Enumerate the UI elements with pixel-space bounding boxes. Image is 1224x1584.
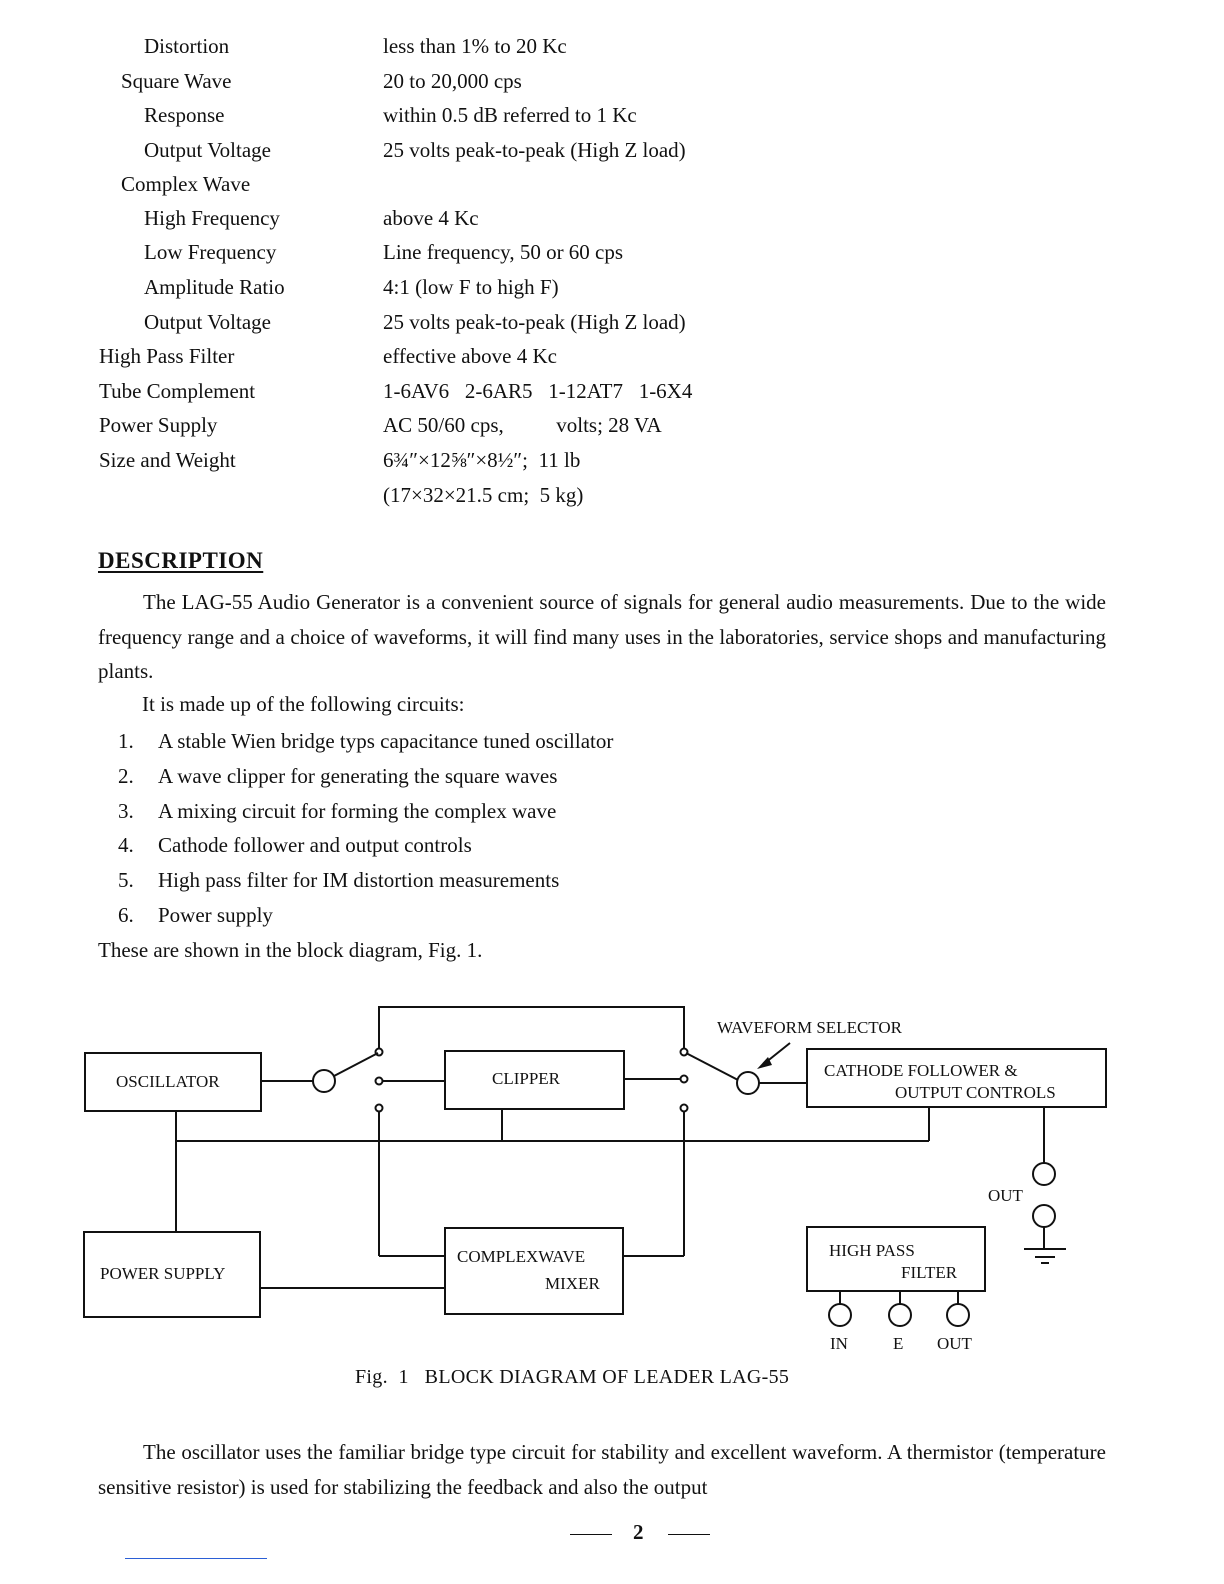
output-jack-icon: [1033, 1163, 1055, 1185]
spec-label: Power Supply: [99, 413, 218, 437]
list-text: A stable Wien bridge typs capacitance tuned oscillator: [158, 729, 614, 753]
block-diagram-svg: [0, 995, 1224, 1365]
shown-line: These are shown in the block diagram, Fig. 1.: [98, 938, 483, 962]
hpf-label-2: FILTER: [901, 1263, 958, 1282]
spec-label: Response: [144, 103, 225, 127]
list-text: Power supply: [158, 902, 273, 927]
spec-label: Tube Complement: [99, 379, 256, 403]
output-jack-icon: [1033, 1205, 1055, 1227]
spec-label: Square Wave: [121, 69, 232, 93]
spec-value: within 0.5 dB referred to 1 Kc: [383, 103, 637, 127]
spec-label: Low Frequency: [144, 240, 277, 264]
hpf-out-terminal-icon: [947, 1304, 969, 1326]
spec-value: (17×32×21.5 cm; 5 kg): [383, 483, 584, 507]
spec-value: 25 volts peak-to-peak (High Z load): [383, 138, 686, 162]
closing-paragraph: [98, 1435, 1106, 1504]
list-text: A mixing circuit for forming the complex wave: [158, 798, 557, 823]
cathode-label-1: CATHODE FOLLOWER &: [824, 1061, 1018, 1080]
spec-label: Amplitude Ratio: [144, 275, 285, 299]
intro-text: The LAG-55 Audio Generator is a convenient source of signals for general audio measurements. Due to the wide frequency range and a choice of waveforms, it will find many uses in the laboratories, service shops and manufacturing plants.: [98, 590, 1106, 683]
switch-contact-icon: [376, 1105, 383, 1112]
blue-rule: [125, 1558, 267, 1559]
list-number: 6.: [118, 902, 134, 927]
switch-contact-icon: [681, 1105, 688, 1112]
complex-label-1: COMPLEXWAVE: [457, 1247, 586, 1266]
cathode-label-2: OUTPUT CONTROLS: [895, 1083, 1056, 1102]
e-label: E: [893, 1334, 904, 1353]
spec-value: 1-6AV6 2-6AR5 1-12AT7 1-6X4: [383, 379, 693, 403]
complex-label-2: MIXER: [545, 1274, 600, 1293]
list-item: [118, 828, 613, 863]
waveform-selector-icon: [737, 1072, 759, 1094]
list-text: A wave clipper for generating the square waves: [158, 763, 558, 788]
spec-value: less than 1% to 20 Kc: [383, 34, 567, 58]
out-label: OUT: [988, 1186, 1023, 1205]
switch-contact-icon: [313, 1070, 335, 1092]
page-number: 2: [633, 1520, 644, 1544]
switch-contact-icon: [376, 1078, 383, 1085]
oscillator-label: OSCILLATOR: [116, 1072, 220, 1091]
switch-contact-icon: [681, 1076, 688, 1083]
spec-value: 4:1 (low F to high F): [383, 275, 559, 299]
spec-label: Output Voltage: [144, 138, 271, 162]
intro-paragraph: [98, 585, 1106, 689]
hpf-in-terminal-icon: [829, 1304, 851, 1326]
power-supply-label: POWER SUPPLY: [100, 1264, 226, 1283]
figure-caption: Fig. 1 BLOCK DIAGRAM OF LEADER LAG-55: [355, 1366, 790, 1388]
spec-value: effective above 4 Kc: [383, 344, 557, 368]
clipper-label: CLIPPER: [492, 1069, 561, 1088]
switch-contact-icon: [376, 1049, 383, 1056]
list-item: [118, 724, 613, 759]
hpf-label-1: HIGH PASS: [829, 1241, 915, 1260]
list-item: [118, 863, 613, 898]
spec-label: High Frequency: [144, 206, 280, 230]
complex-mixer-box: [445, 1228, 623, 1314]
spec-label: Complex Wave: [121, 172, 251, 196]
spec-value: 20 to 20,000 cps: [383, 69, 522, 93]
list-item: [118, 759, 613, 794]
spec-value: Line frequency, 50 or 60 cps: [383, 240, 624, 264]
list-text: Cathode follower and output controls: [158, 833, 472, 858]
spec-label: Size and Weight: [99, 448, 236, 472]
switch-contact-icon: [681, 1049, 688, 1056]
closing-text: The oscillator uses the familiar bridge type circuit for stability and excellent waveform. A thermistor (temperature sensitive resistor) is used for stabilizing the feedback and also the output: [98, 1440, 1106, 1499]
block-diagram: [0, 995, 1224, 1365]
list-number: 1.: [118, 729, 134, 753]
made-up-line: It is made up of the following circuits:: [142, 692, 465, 716]
list-number: 4.: [118, 833, 134, 858]
spec-label: Output Voltage: [144, 310, 271, 334]
section-heading: DESCRIPTION: [98, 548, 264, 573]
footer-rule-left: [570, 1534, 612, 1535]
in-label: IN: [830, 1334, 848, 1353]
footer-rule-right: [668, 1534, 710, 1535]
spec-value: AC 50/60 cps, volts; 28 VA: [383, 413, 662, 437]
circuit-list: [118, 724, 613, 933]
spec-value: 6¾″×12⅝″×8½″; 11 lb: [383, 448, 581, 472]
list-number: 3.: [118, 798, 134, 823]
spec-label: High Pass Filter: [99, 344, 235, 368]
spec-value: above 4 Kc: [383, 206, 479, 230]
spec-value: 25 volts peak-to-peak (High Z load): [383, 310, 686, 334]
hpf-out-label: OUT: [937, 1334, 972, 1353]
list-text: High pass filter for IM distortion measurements: [158, 868, 560, 893]
list-number: 2.: [118, 763, 134, 788]
list-item: [118, 794, 613, 829]
hpf-ground-terminal-icon: [889, 1304, 911, 1326]
list-number: 5.: [118, 868, 134, 893]
list-item: [118, 898, 613, 933]
waveform-selector-label: WAVEFORM SELECTOR: [717, 1018, 902, 1037]
spec-label: Distortion: [144, 34, 230, 58]
